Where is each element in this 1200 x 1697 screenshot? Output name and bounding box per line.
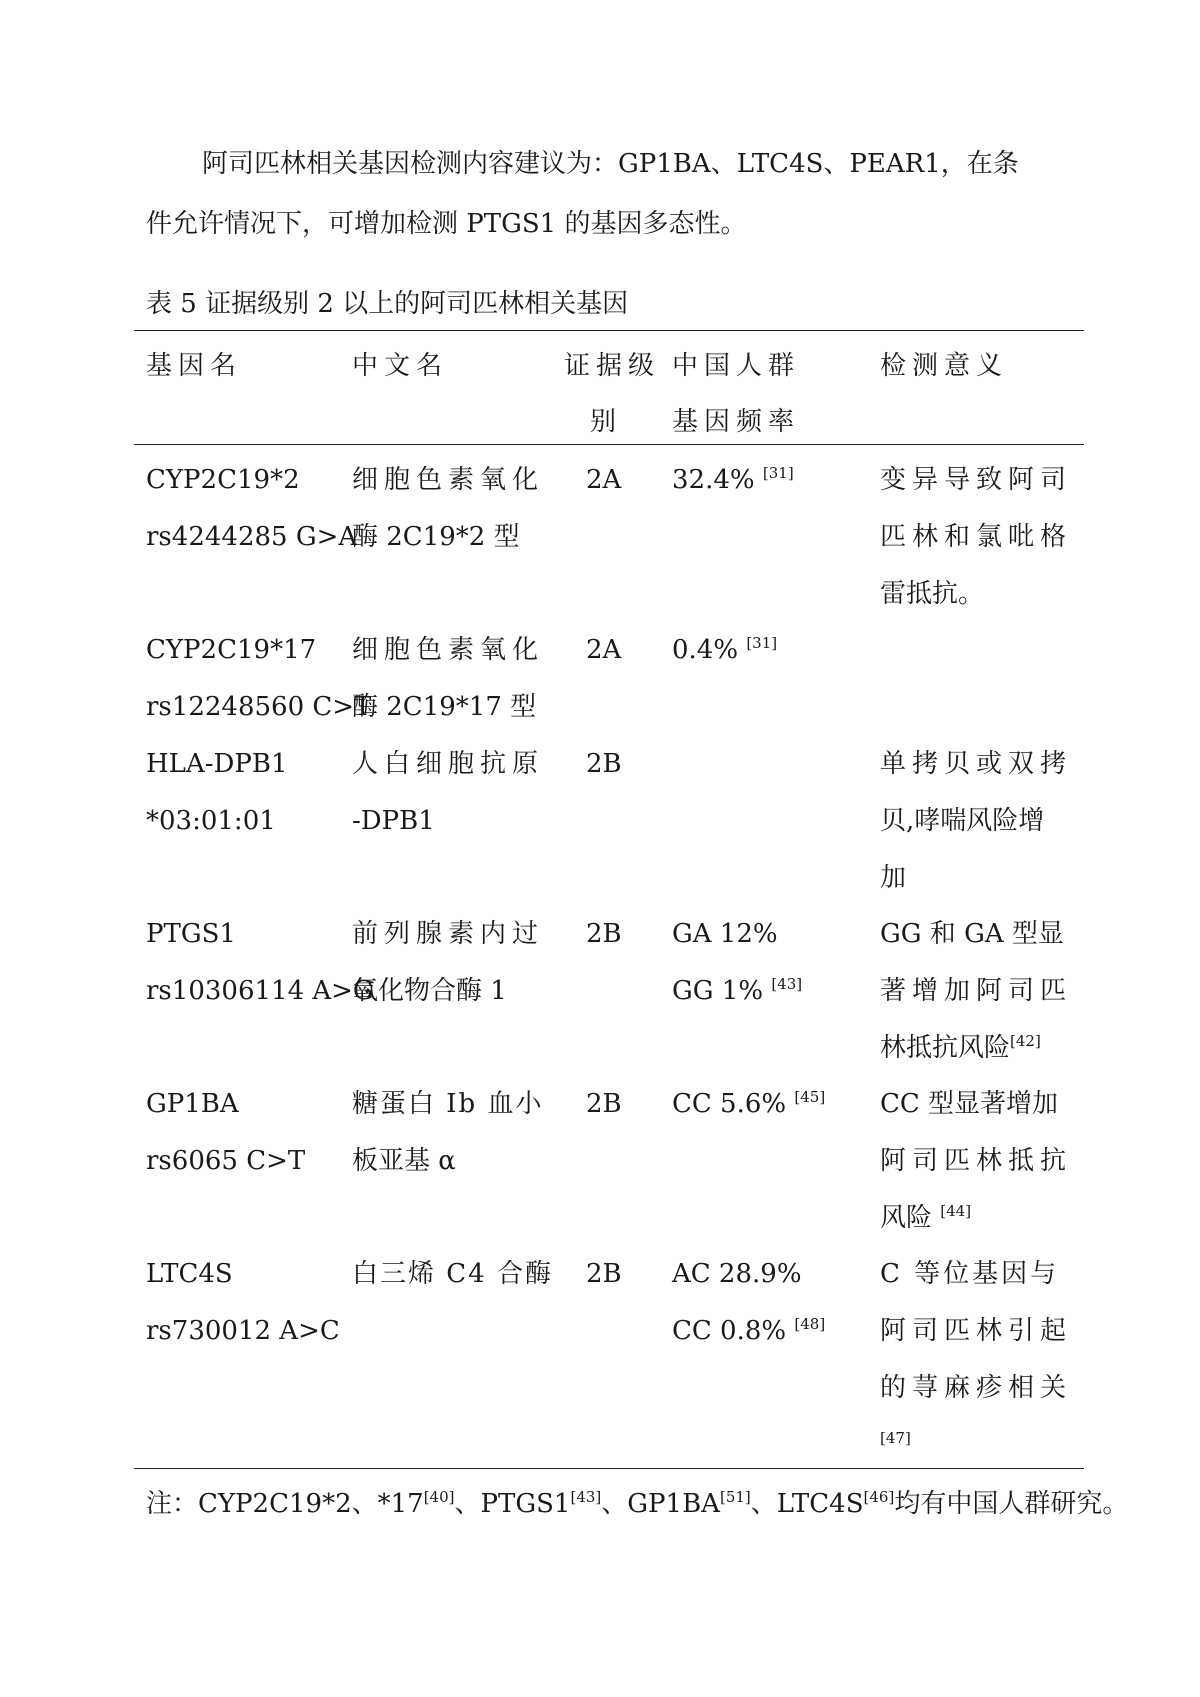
citation-ref: [43] [771,975,803,993]
meaning-line-3: 的荨麻疹相关 [880,1373,1073,1403]
gene-variant: rs6065 C>T [146,1146,306,1176]
evidence-level: 2B [586,919,622,949]
evidence-level: 2B [586,749,622,779]
meaning-line-3: 加 [880,863,907,893]
intro-text-2: 件允许情况下，可增加检测 PTGS1 的基因多态性。 [146,209,747,239]
frequency-line-1: AC 28.9% [672,1259,802,1289]
meaning-line-1: 单拷贝或双拷 [880,749,1073,779]
cn-name-line-2: 酶 2C19*17 型 [352,692,537,722]
gene-name: CYP2C19*17 [146,635,317,665]
evidence-level: 2B [586,1259,622,1289]
gene-name: CYP2C19*2 [146,465,300,495]
frequency-line-2: GG 1% [43] [672,975,803,1006]
citation-ref: [44] [940,1202,972,1220]
header-freq-2: 基因频率 [672,407,801,437]
gene-name: PTGS1 [146,919,236,949]
cn-name-line-2: 板亚基 α [352,1146,456,1176]
cn-name-line-2: -DPB1 [352,806,435,836]
citation-ref: [31] [746,634,778,652]
table-bottom-rule [134,1468,1084,1469]
cn-name-line-1: 细胞色素氧化 [352,465,545,495]
meaning-line-1: GG 和 GA 型显 [880,919,1064,949]
cn-name-line-1: 前列腺素内过 [352,919,545,949]
citation-ref: [51] [719,1488,751,1506]
gene-variant: rs12248560 C>T [146,692,372,722]
cn-name-line-1: 糖蛋白 Ib 血小 [352,1089,544,1119]
header-freq-1: 中国人群 [672,351,801,381]
citation-ref: [40] [423,1488,455,1506]
meaning-line-1: 变异导致阿司 [880,465,1073,495]
meaning-line-2: 贝,哮喘风险增 [880,806,1045,836]
header-evidence-2: 别 [590,407,623,437]
citation-ref: [46] [863,1488,895,1506]
intro-paragraph-line-1 [146,134,1076,194]
cn-name-line-2: 酶 2C19*2 型 [352,522,520,552]
header-meaning: 检测意义 [880,351,1009,381]
citation-ref: [31] [762,464,794,482]
citation-ref: [43] [570,1488,602,1506]
gene-name: GP1BA [146,1089,239,1119]
meaning-line-3: 风险 [44] [880,1202,972,1233]
intro-paragraph-line-2 [146,194,1076,254]
meaning-line-2: 著增加阿司匹 [880,976,1073,1006]
meaning-line-2: 阿司匹林引起 [880,1316,1073,1346]
meaning-line-2: 阿司匹林抵抗 [880,1146,1073,1176]
table-top-rule [134,330,1084,331]
citation-ref: [42] [1010,1032,1041,1050]
citation-ref: [47] [880,1429,911,1447]
frequency-line-1: 0.4% [31] [672,634,778,665]
table-caption: 表 5 证据级别 2 以上的阿司匹林相关基因 [146,289,629,319]
table-footnote: 注：CYP2C19*2、*17[40]、PTGS1[43]、GP1BA[51]、LTC4S[46]均有中国人群研究。 [146,1488,1129,1519]
cn-name-line-1: 细胞色素氧化 [352,635,545,665]
gene-variant: rs4244285 G>A [146,522,358,552]
evidence-level: 2B [586,1089,622,1119]
gene-variant: rs10306114 A>G [146,976,374,1006]
meaning-line-1: C 等位基因与 [880,1259,1060,1289]
citation-ref: [48] [794,1315,826,1333]
citation-ref: [45] [794,1088,826,1106]
frequency-line-1: GA 12% [672,919,778,949]
gene-name: HLA-DPB1 [146,749,288,779]
meaning-line-3: 林抵抗风险[42] [880,1032,1041,1063]
meaning-line-2: 匹林和氯吡格 [880,522,1073,552]
meaning-line-3: 雷抵抗。 [880,579,985,609]
header-evidence-1: 证据级 [564,351,661,381]
gene-variant: rs730012 A>C [146,1316,340,1346]
frequency-line-2: CC 0.8% [48] [672,1315,826,1346]
evidence-level: 2A [586,635,622,665]
gene-name: LTC4S [146,1259,233,1289]
gene-variant: *03:01:01 [146,806,276,836]
frequency-line-1: 32.4% [31] [672,464,794,495]
cn-name-line-2: 氧化物合酶 1 [352,976,507,1006]
cn-name-line-1: 人白细胞抗原 [352,749,545,779]
cn-name-line-1: 白三烯 C4 合酶 [352,1259,553,1289]
header-gene: 基因名 [146,351,243,381]
meaning-line-1: CC 型显著增加 [880,1089,1059,1119]
frequency-line-1: CC 5.6% [45] [672,1088,826,1119]
evidence-level: 2A [586,465,622,495]
intro-text-1: 阿司匹林相关基因检测内容建议为：GP1BA、LTC4S、PEAR1，在条 [202,149,1019,179]
header-cn-name: 中文名 [352,351,449,381]
